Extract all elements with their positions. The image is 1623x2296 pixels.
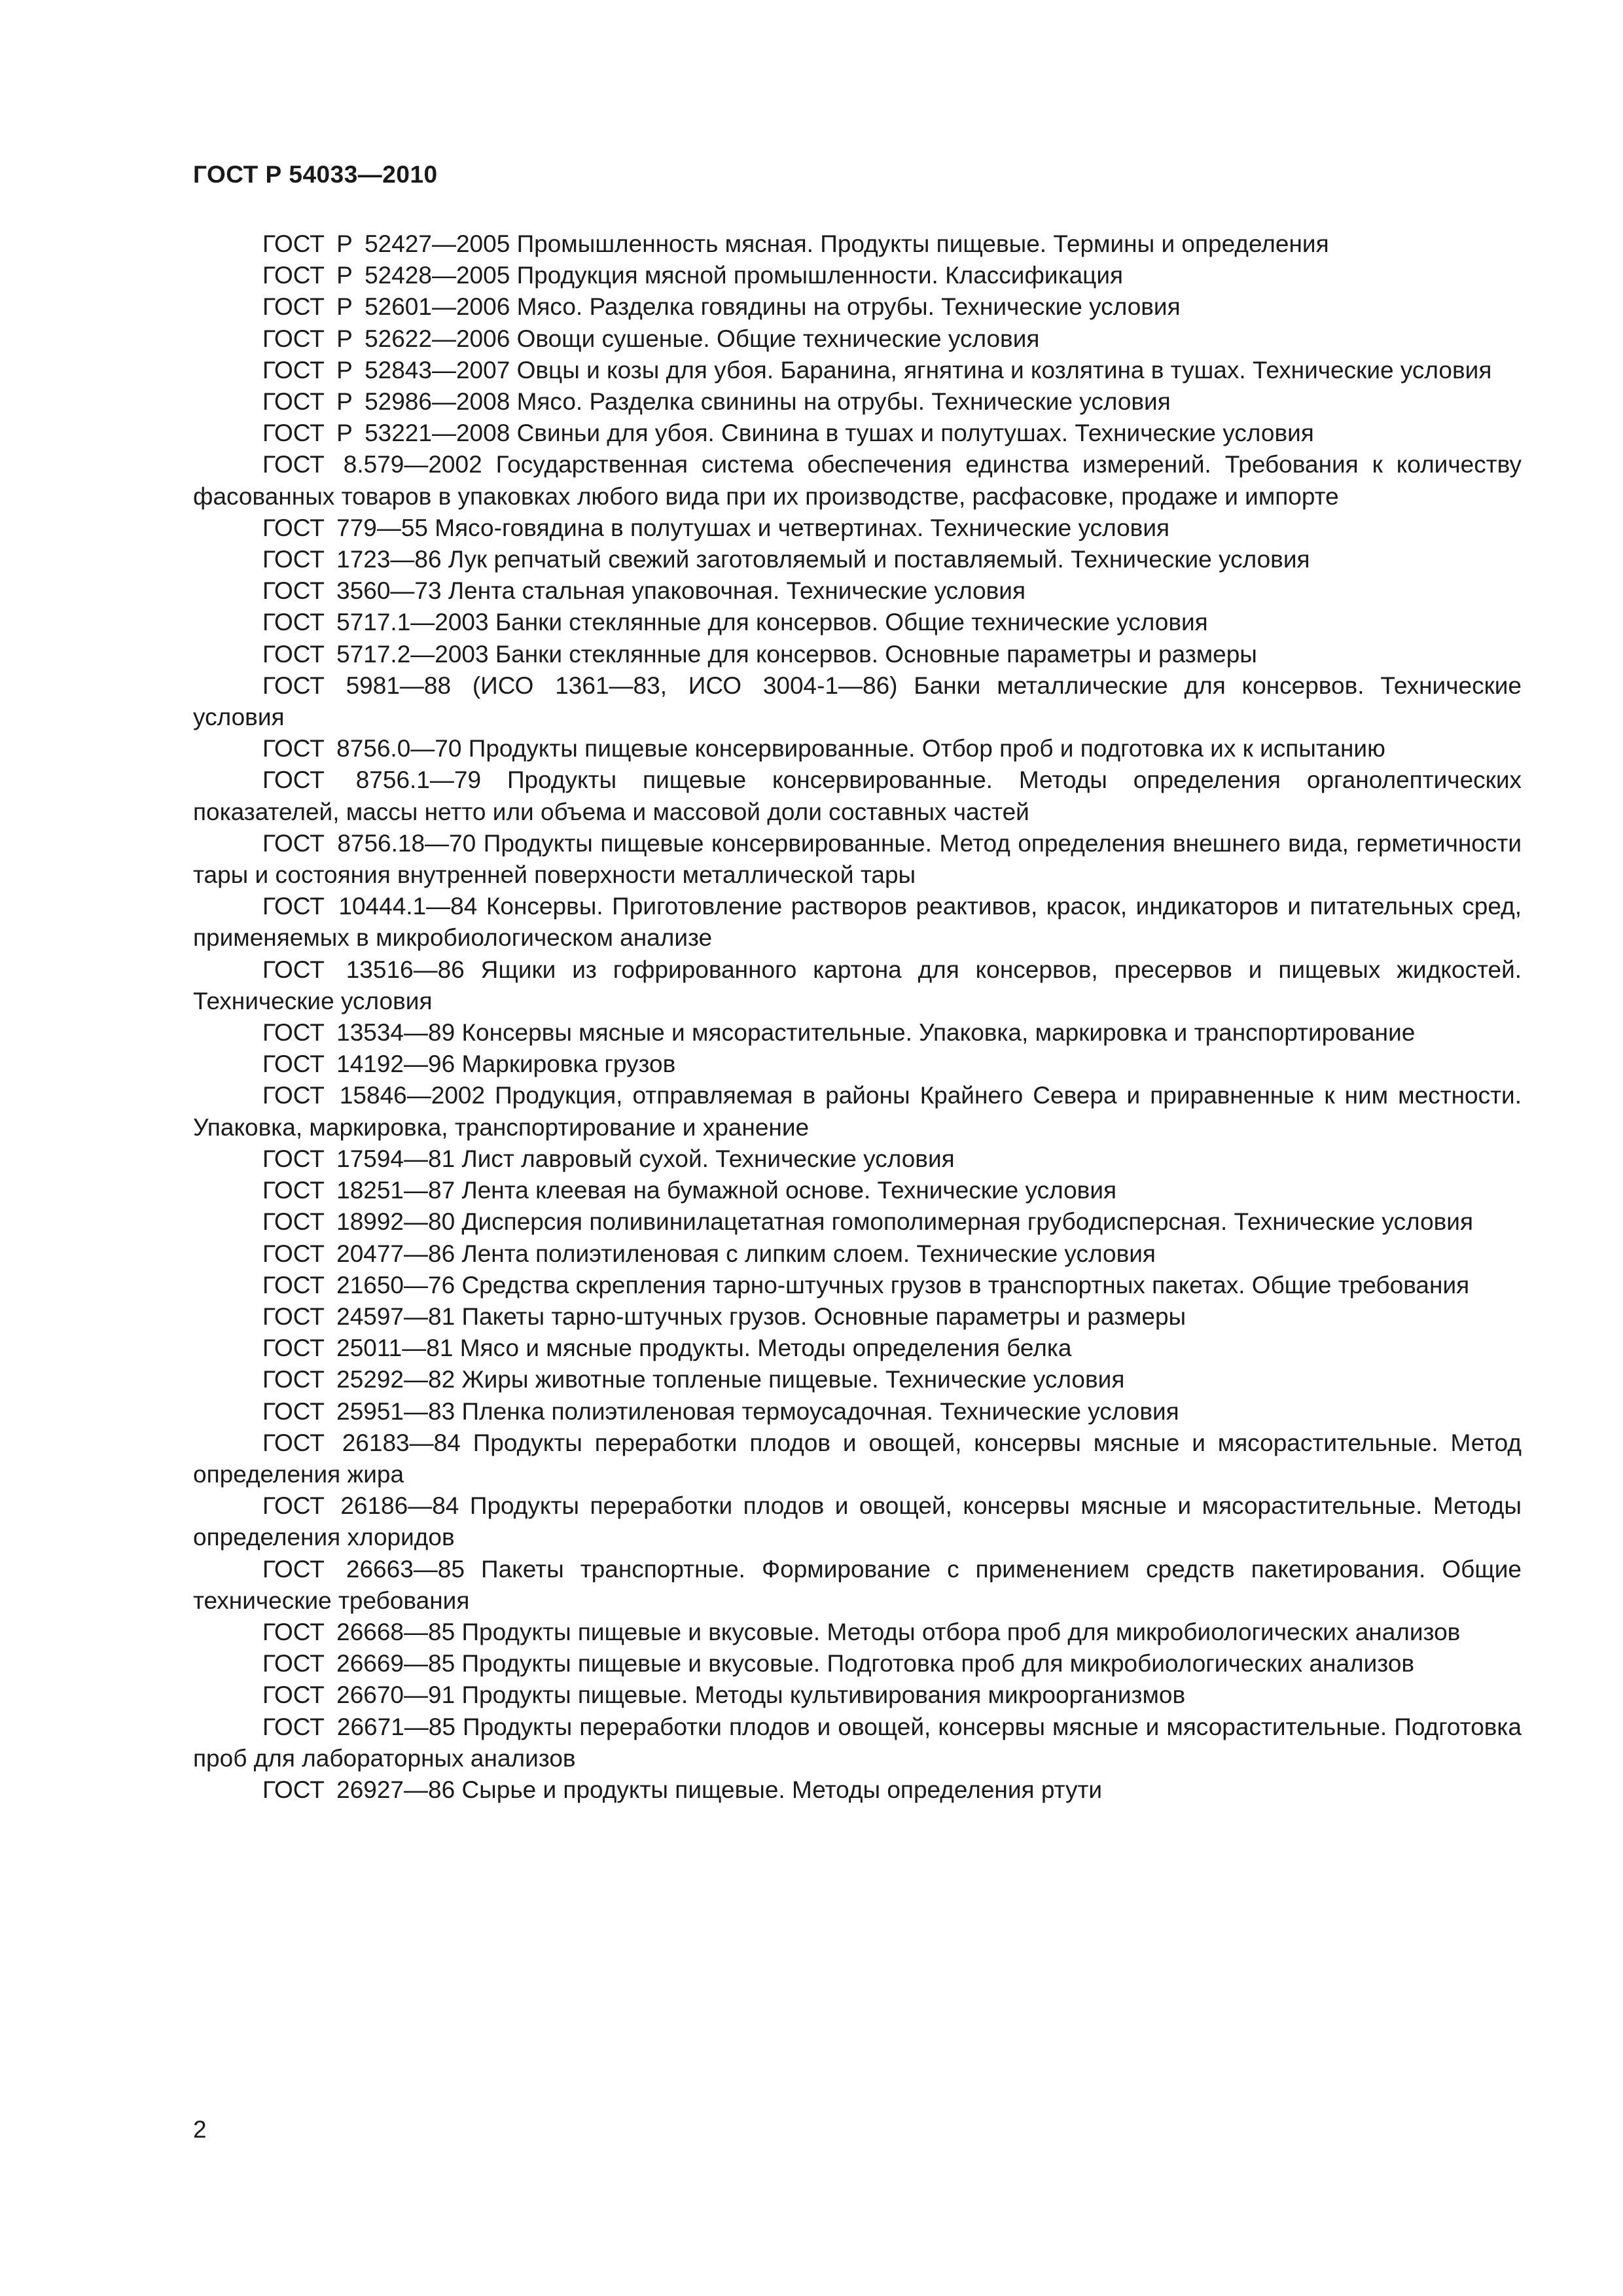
reference-item bbox=[193, 323, 1522, 355]
normative-references-list bbox=[193, 228, 1522, 1806]
reference-code: ГОСТ 13516—86 bbox=[262, 956, 465, 983]
reference-item bbox=[193, 954, 1522, 1017]
reference-item bbox=[193, 891, 1522, 954]
reference-title: Пакеты транспортные. Формирование с применением средств пакетирования. Общие технические требования bbox=[193, 1555, 1522, 1614]
reference-item bbox=[193, 828, 1522, 891]
reference-item bbox=[193, 1270, 1522, 1301]
reference-title: Лента полиэтиленовая с липким слоем. Технические условия bbox=[461, 1240, 1156, 1267]
reference-item bbox=[193, 355, 1522, 386]
reference-code: ГОСТ Р 52428—2005 bbox=[262, 262, 510, 289]
reference-code: ГОСТ Р 53221—2008 bbox=[262, 420, 510, 447]
reference-item bbox=[193, 1206, 1522, 1238]
reference-code: ГОСТ 17594—81 bbox=[262, 1145, 455, 1172]
reference-title: Продукты пищевые и вкусовые. Методы отбора проб для микробиологических анализов bbox=[461, 1618, 1461, 1645]
reference-code: ГОСТ Р 52427—2005 bbox=[262, 230, 510, 257]
reference-item bbox=[193, 291, 1522, 323]
reference-code: ГОСТ 13534—89 bbox=[262, 1019, 455, 1047]
reference-title: Мясо и мясные продукты. Методы определения белка bbox=[459, 1335, 1072, 1362]
standard-header: ГОСТ Р 54033—2010 bbox=[193, 161, 438, 188]
reference-title: Консервы. Приготовление растворов реактивов, красок, индикаторов и питательных сред, применяемых в микробиологическом анализе bbox=[193, 893, 1522, 952]
reference-title: Сырье и продукты пищевые. Методы определения ртути bbox=[461, 1776, 1103, 1803]
reference-code: ГОСТ 25292—82 bbox=[262, 1366, 455, 1393]
reference-code: ГОСТ Р 52601—2006 bbox=[262, 293, 510, 321]
reference-title: Продукты пищевые консервированные. Методы определения органолептических показателей, массы нетто или объема и массовой доли составных частей bbox=[193, 766, 1522, 825]
reference-title: Консервы мясные и мясорастительные. Упаковка, маркировка и транспортирование bbox=[461, 1019, 1416, 1047]
reference-code: ГОСТ 8.579—2002 bbox=[262, 451, 482, 478]
reference-title: Продукты пищевые консервированные. Метод определения внешнего вида, герметичности тары и состояния внутренней поверхности металлической тары bbox=[193, 829, 1522, 889]
reference-code: ГОСТ 24597—81 bbox=[262, 1302, 455, 1330]
reference-item bbox=[193, 1238, 1522, 1270]
reference-item bbox=[193, 1554, 1522, 1617]
reference-code: ГОСТ 8756.18—70 bbox=[262, 829, 476, 857]
reference-item bbox=[193, 260, 1522, 291]
reference-code: ГОСТ 26927—86 bbox=[262, 1776, 455, 1803]
reference-title: Мясо. Разделка свинины на отрубы. Технические условия bbox=[516, 388, 1171, 416]
reference-item bbox=[193, 228, 1522, 260]
reference-title: Средства скрепления тарно-штучных грузов в транспортных пакетах. Общие требования bbox=[461, 1271, 1470, 1299]
reference-title: Продукты пищевые и вкусовые. Подготовка проб для микробиологических анализов bbox=[461, 1650, 1415, 1677]
reference-item bbox=[193, 1679, 1522, 1711]
reference-item bbox=[193, 1396, 1522, 1427]
reference-item bbox=[193, 418, 1522, 449]
reference-title: Банки стеклянные для консервов. Основные параметры и размеры bbox=[495, 640, 1257, 668]
reference-title: Маркировка грузов bbox=[461, 1050, 676, 1078]
reference-title: Банки стеклянные для консервов. Общие технические условия bbox=[495, 609, 1208, 636]
reference-item bbox=[193, 449, 1522, 512]
reference-title: Лента стальная упаковочная. Технические условия bbox=[448, 577, 1026, 605]
reference-code: ГОСТ Р 52986—2008 bbox=[262, 388, 510, 416]
reference-title: Продукты переработки плодов и овощей, консервы мясные и мясорастительные. Подготовка проб для лабораторных анализов bbox=[193, 1713, 1522, 1772]
reference-title: Мясо-говядина в полутушах и четвертинах. Технические условия bbox=[435, 514, 1170, 541]
reference-title: Продукты пищевые консервированные. Отбор проб и подготовка их к испытанию bbox=[468, 735, 1385, 762]
reference-code: ГОСТ 18992—80 bbox=[262, 1208, 455, 1236]
reference-item bbox=[193, 733, 1522, 764]
reference-code: ГОСТ 10444.1—84 bbox=[262, 893, 478, 920]
reference-item bbox=[193, 512, 1522, 544]
reference-code: ГОСТ 5981—88 (ИСО 1361—83, ИСО 3004-1—86) bbox=[262, 672, 898, 699]
reference-title: Пакеты тарно-штучных грузов. Основные параметры и размеры bbox=[461, 1302, 1186, 1330]
reference-item bbox=[193, 639, 1522, 670]
reference-code: ГОСТ 14192—96 bbox=[262, 1050, 455, 1078]
reference-code: ГОСТ 5717.1—2003 bbox=[262, 609, 489, 636]
reference-title: Пленка полиэтиленовая термоусадочная. Технические условия bbox=[461, 1397, 1179, 1425]
reference-code: ГОСТ 25011—81 bbox=[262, 1335, 454, 1362]
reference-title: Овцы и козы для убоя. Баранина, ягнятина и козлятина в тушах. Технические условия bbox=[516, 356, 1492, 384]
reference-title: Лента клеевая на бумажной основе. Технические условия bbox=[461, 1177, 1117, 1204]
reference-code: ГОСТ 20477—86 bbox=[262, 1240, 455, 1267]
reference-item bbox=[193, 1333, 1522, 1364]
reference-item bbox=[193, 1049, 1522, 1080]
reference-title: Свиньи для убоя. Свинина в тушах и полутушах. Технические условия bbox=[516, 420, 1314, 447]
reference-title: Продукция, отправляемая в районы Крайнего Севера и приравненные к ним местности. Упаковка, маркировка, транспортирование и хранение bbox=[193, 1082, 1522, 1141]
reference-item bbox=[193, 764, 1522, 827]
reference-title: Продукты переработки плодов и овощей, консервы мясные и мясорастительные. Методы определения хлоридов bbox=[193, 1492, 1522, 1551]
reference-title: Банки металлические для консервов. Технические условия bbox=[193, 672, 1522, 731]
reference-title: Ящики из гофрированного картона для консервов, пресервов и пищевых жидкостей. Технические условия bbox=[193, 956, 1522, 1014]
reference-title: Государственная система обеспечения единства измерений. Требования к количеству фасованных товаров в упаковках любого вида при их производстве, расфасовке, продаже и импорте bbox=[193, 451, 1522, 510]
reference-item bbox=[193, 575, 1522, 607]
reference-code: ГОСТ 26668—85 bbox=[262, 1618, 455, 1645]
reference-code: ГОСТ 26186—84 bbox=[262, 1492, 459, 1520]
reference-item bbox=[193, 1143, 1522, 1175]
reference-title: Овощи сушеные. Общие технические условия bbox=[516, 325, 1040, 352]
reference-code: ГОСТ 8756.0—70 bbox=[262, 735, 462, 762]
reference-code: ГОСТ Р 52622—2006 bbox=[262, 325, 510, 352]
reference-code: ГОСТ 26670—91 bbox=[262, 1681, 455, 1709]
reference-title: Жиры животные топленые пищевые. Технические условия bbox=[461, 1366, 1125, 1393]
reference-title: Продукция мясной промышленности. Классификация bbox=[516, 262, 1124, 289]
reference-item bbox=[193, 1712, 1522, 1774]
reference-title: Дисперсия поливинилацетатная гомополимерная грубодисперсная. Технические условия bbox=[461, 1208, 1474, 1236]
reference-code: ГОСТ 3560—73 bbox=[262, 577, 442, 605]
reference-code: ГОСТ 26183—84 bbox=[262, 1429, 461, 1456]
reference-title: Лист лавровый сухой. Технические условия bbox=[461, 1145, 955, 1172]
reference-code: ГОСТ 779—55 bbox=[262, 514, 428, 541]
reference-code: ГОСТ 26669—85 bbox=[262, 1650, 455, 1677]
reference-code: ГОСТ 5717.2—2003 bbox=[262, 640, 489, 668]
reference-item bbox=[193, 1617, 1522, 1648]
reference-code: ГОСТ 25951—83 bbox=[262, 1397, 455, 1425]
reference-item bbox=[193, 1017, 1522, 1049]
reference-code: ГОСТ Р 52843—2007 bbox=[262, 356, 510, 384]
page-number: 2 bbox=[193, 2116, 207, 2143]
reference-title: Мясо. Разделка говядины на отрубы. Технические условия bbox=[516, 293, 1181, 321]
reference-item bbox=[193, 544, 1522, 575]
reference-title: Продукты переработки плодов и овощей, консервы мясные и мясорастительные. Метод определения жира bbox=[193, 1429, 1522, 1488]
reference-code: ГОСТ 8756.1—79 bbox=[262, 766, 482, 794]
reference-item bbox=[193, 1080, 1522, 1143]
reference-item bbox=[193, 1301, 1522, 1333]
reference-item bbox=[193, 386, 1522, 418]
reference-item bbox=[193, 1427, 1522, 1490]
reference-code: ГОСТ 21650—76 bbox=[262, 1271, 455, 1299]
reference-title: Промышленность мясная. Продукты пищевые. Термины и определения bbox=[516, 230, 1329, 257]
reference-item bbox=[193, 1648, 1522, 1679]
reference-code: ГОСТ 26671—85 bbox=[262, 1713, 455, 1740]
reference-title: Продукты пищевые. Методы культивирования микроорганизмов bbox=[461, 1681, 1186, 1709]
reference-item bbox=[193, 670, 1522, 733]
reference-code: ГОСТ 26663—85 bbox=[262, 1555, 465, 1583]
reference-code: ГОСТ 15846—2002 bbox=[262, 1082, 486, 1109]
reference-code: ГОСТ 1723—86 bbox=[262, 546, 442, 573]
reference-item bbox=[193, 1364, 1522, 1395]
reference-code: ГОСТ 18251—87 bbox=[262, 1177, 455, 1204]
reference-title: Лук репчатый свежий заготовляемый и поставляемый. Технические условия bbox=[448, 546, 1310, 573]
reference-item bbox=[193, 1774, 1522, 1806]
reference-item bbox=[193, 607, 1522, 638]
reference-item bbox=[193, 1490, 1522, 1553]
reference-item bbox=[193, 1175, 1522, 1206]
